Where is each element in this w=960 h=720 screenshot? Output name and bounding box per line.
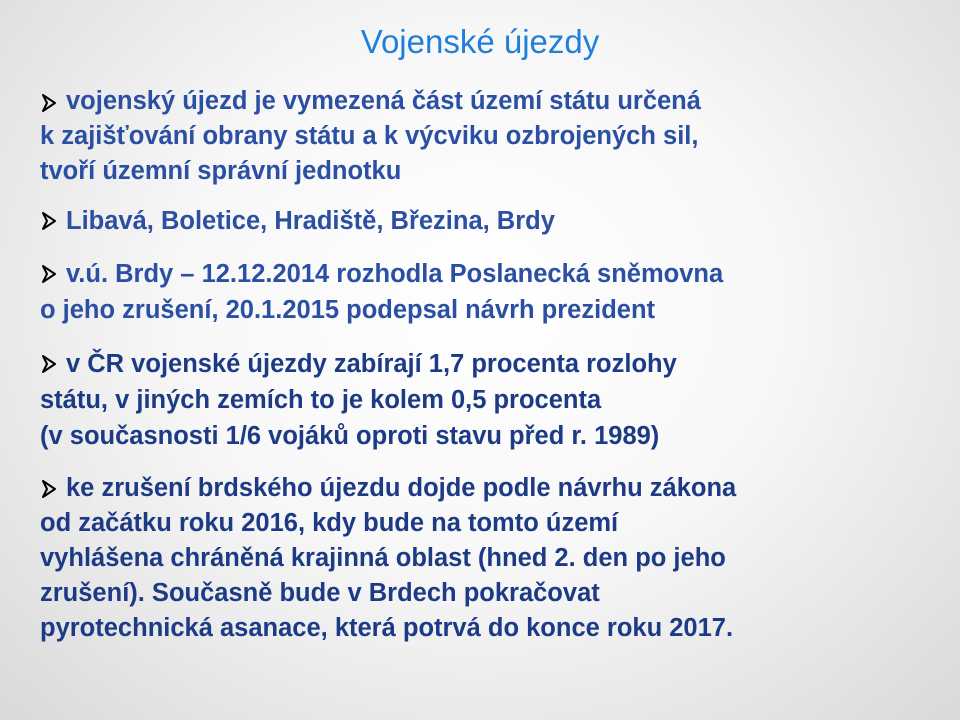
bullet-item <box>40 256 723 328</box>
bullet-line: ke zrušení brdského újezdu dojde podle návrhu zákona <box>66 474 737 502</box>
bullet-line: k zajišťování obrany státu a k výcviku ozbrojených sil, <box>40 122 699 150</box>
arrowhead-bullet-icon <box>40 346 66 382</box>
arrowhead-bullet-icon <box>40 203 66 239</box>
slide-title: Vojenské újezdy <box>360 23 600 60</box>
bullet-item <box>40 84 701 189</box>
bullet-line: v.ú. Brdy – 12.12.2014 rozhodla Poslanecká sněmovna <box>66 260 724 288</box>
bullet-line: od začátku roku 2016, kdy bude na tomto území <box>40 509 619 537</box>
bullet-line: o jeho zrušení, 20.1.2015 podepsal návrh prezident <box>40 296 656 324</box>
bullet-line: v ČR vojenské újezdy zabírají 1,7 procenta rozlohy <box>66 350 677 378</box>
bullet-line: pyrotechnická asanace, která potrvá do konce roku 2017. <box>40 614 734 642</box>
bullet-line: zrušení). Současně bude v Brdech pokračovat <box>40 579 600 607</box>
arrowhead-bullet-icon <box>40 85 66 121</box>
arrowhead-bullet-icon <box>40 256 66 292</box>
bullet-line: (v současnosti 1/6 vojáků oproti stavu před r. 1989) <box>40 422 660 450</box>
bullet-item <box>40 471 736 646</box>
bullet-line: státu, v jiných zemích to je kolem 0,5 procenta <box>40 386 602 414</box>
bullet-line: vyhlášena chráněná krajinná oblast (hned 2. den po jeho <box>40 544 726 572</box>
bullet-item <box>40 346 677 454</box>
bullet-line: vojenský újezd je vymezená část území státu určená <box>66 87 701 115</box>
bullet-item <box>40 203 555 239</box>
bullet-line: tvoří územní správní jednotku <box>40 157 402 185</box>
arrowhead-bullet-icon <box>40 471 66 507</box>
bullet-line: Libavá, Boletice, Hradiště, Březina, Brdy <box>66 207 555 235</box>
